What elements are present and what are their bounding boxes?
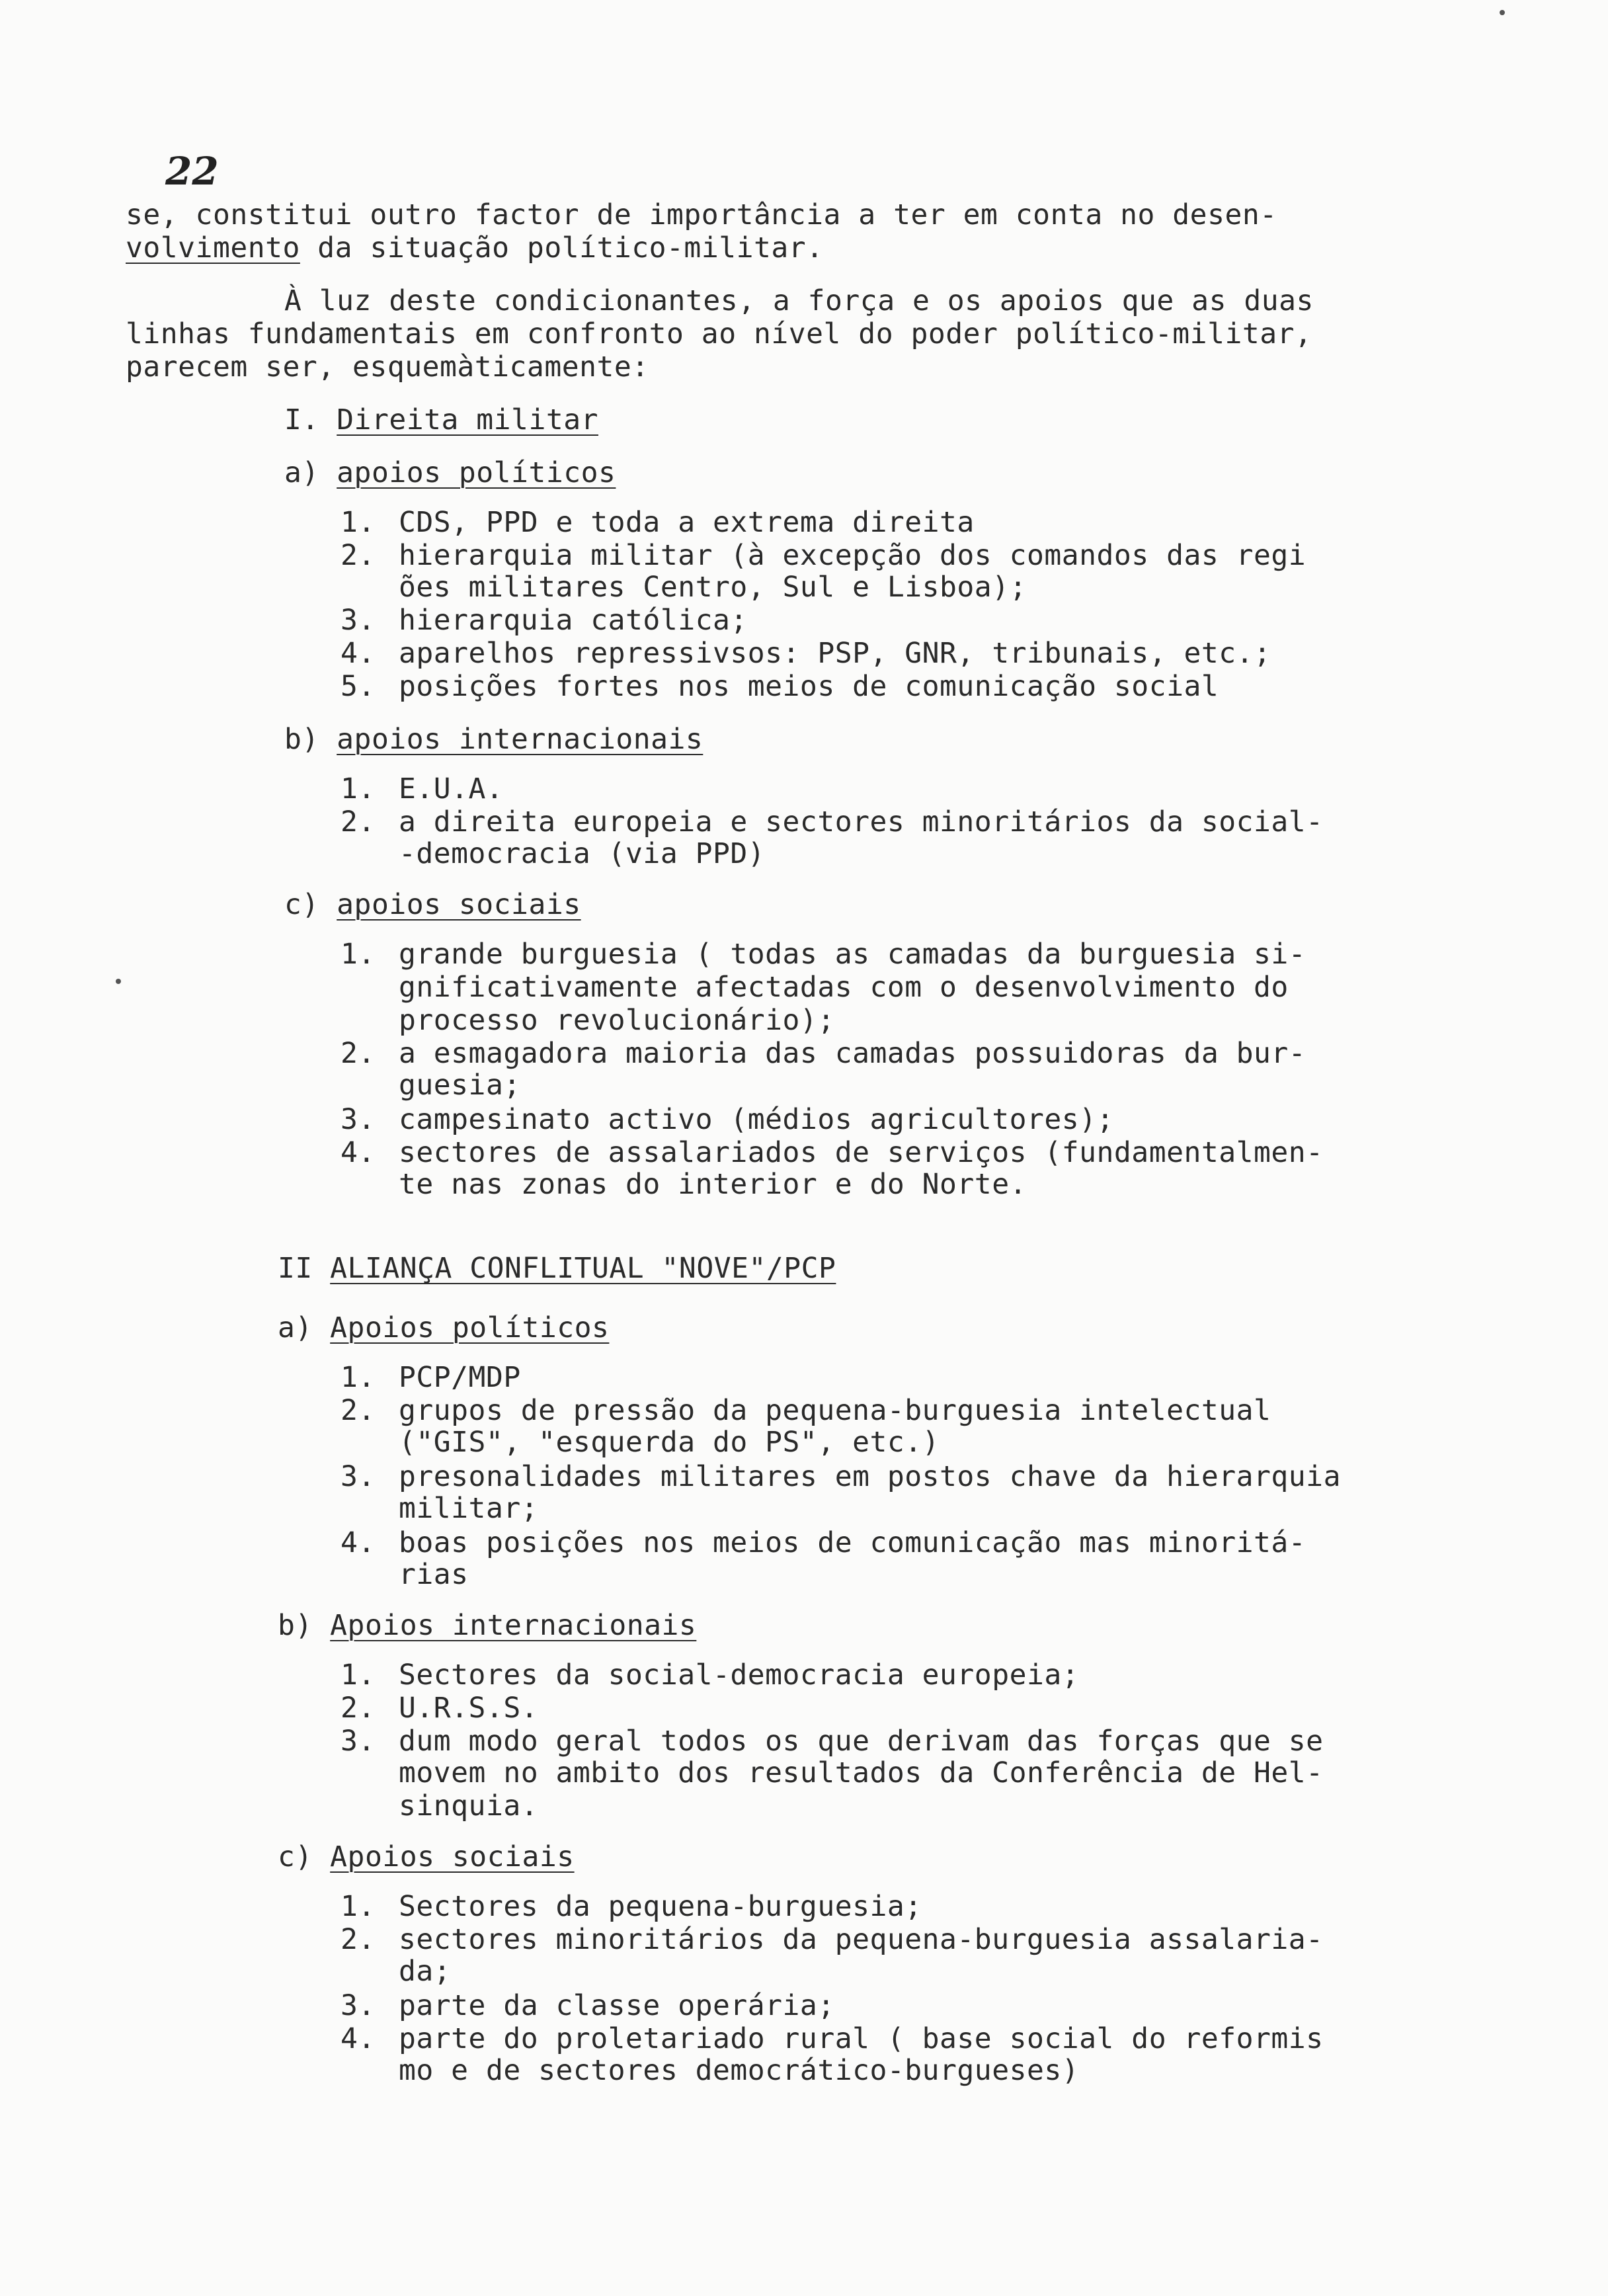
list-item: 4. boas posições nos meios de comunicação mas minoritá-	[341, 1526, 1306, 1559]
list-item: 1. Sectores da pequena-burguesia;	[341, 1890, 922, 1923]
list-item: 2. grupos de pressão da pequena-burguesia intelectual	[341, 1394, 1271, 1427]
intro-line-2-rest: da situação político-militar.	[300, 231, 824, 265]
list-item: 4. aparelhos repressivsos: PSP, GNR, tribunais, etc.;	[341, 637, 1271, 670]
section-1c-title: apoios sociais	[337, 888, 581, 921]
paragraph-line-1: À luz deste condicionantes, a força e os apoios que as duas	[284, 284, 1314, 317]
scan-speck	[116, 979, 121, 984]
section-2a-letter: a)	[278, 1311, 313, 1344]
page-number: 22	[165, 149, 219, 194]
intro-line-2	[126, 231, 824, 265]
list-item-continuation: da;	[399, 1955, 452, 1988]
list-item-continuation: processo revolucionário);	[399, 1004, 835, 1037]
list-item-continuation: te nas zonas do interior e do Norte.	[399, 1168, 1027, 1201]
section-1c-heading	[284, 888, 581, 921]
list-item: 3. dum modo geral todos os que derivam das forças que se	[341, 1725, 1324, 1758]
list-item: 3. campesinato activo (médios agricultores);	[341, 1103, 1114, 1136]
section-2-number: II	[278, 1252, 313, 1285]
section-1-title: Direita militar	[337, 403, 598, 436]
list-item: 1. CDS, PPD e toda a extrema direita	[341, 506, 975, 539]
list-item: 3. hierarquia católica;	[341, 604, 748, 637]
list-item: 3. presonalidades militares em postos chave da hierarquia	[341, 1460, 1341, 1493]
section-2-title: ALIANÇA CONFLITUAL "NOVE"/PCP	[330, 1252, 836, 1285]
section-1b-heading	[284, 723, 703, 756]
list-item: 2. U.R.S.S.	[341, 1692, 539, 1725]
section-1a-heading	[284, 456, 616, 489]
list-item: 2. hierarquia militar (à excepção dos comandos das regi	[341, 539, 1306, 572]
list-item: 2. a esmagadora maioria das camadas possuidoras da bur-	[341, 1037, 1306, 1070]
list-item: 1. PCP/MDP	[341, 1361, 521, 1394]
intro-line-1: se, constitui outro factor de importância a ter em conta no desen-	[126, 198, 1277, 231]
section-2-heading	[278, 1252, 836, 1285]
section-1a-title: apoios políticos	[337, 456, 616, 489]
list-item: 3. parte da classe operária;	[341, 1989, 835, 2022]
list-item: 5. posições fortes nos meios de comunicação social	[341, 670, 1219, 703]
list-item-continuation: gnificativamente afectadas com o desenvolvimento do	[399, 971, 1289, 1004]
list-item-continuation: sinquia.	[399, 1789, 539, 1823]
section-2b-letter: b)	[278, 1609, 313, 1642]
section-2c-heading	[278, 1840, 575, 1873]
section-1-heading	[284, 403, 598, 436]
list-item-continuation: movem no ambito dos resultados da Conferência de Hel-	[399, 1756, 1324, 1789]
list-item-continuation: ões militares Centro, Sul e Lisboa);	[399, 571, 1027, 604]
list-item: 1. E.U.A.	[341, 772, 504, 805]
list-item-continuation: rias	[399, 1558, 469, 1591]
intro-underlined-word: volvimento	[126, 231, 300, 265]
section-2a-title: Apoios políticos	[330, 1311, 610, 1344]
section-1b-letter: b)	[284, 723, 319, 756]
section-1-number: I.	[284, 403, 319, 436]
section-2c-title: Apoios sociais	[330, 1840, 575, 1873]
list-item-continuation: -democracia (via PPD)	[399, 837, 766, 870]
list-item: 1. grande burguesia ( todas as camadas da burguesia si-	[341, 938, 1306, 971]
section-2c-letter: c)	[278, 1840, 313, 1873]
section-1c-letter: c)	[284, 888, 319, 921]
list-item-continuation: ("GIS", "esquerda do PS", etc.)	[399, 1426, 940, 1459]
section-2b-title: Apoios internacionais	[330, 1609, 697, 1642]
paragraph-line-2: linhas fundamentais em confronto ao nível do poder político-militar,	[126, 317, 1312, 350]
paragraph-line-3: parecem ser, esquemàticamente:	[126, 350, 649, 384]
list-item: 4. sectores de assalariados de serviços (fundamentalmen-	[341, 1136, 1324, 1169]
section-2b-heading	[278, 1609, 696, 1642]
list-item-continuation: mo e de sectores democrático-burgueses)	[399, 2054, 1080, 2087]
scan-speck	[1500, 10, 1505, 15]
list-item-continuation: militar;	[399, 1492, 539, 1525]
list-item: 4. parte do proletariado rural ( base social do reformis	[341, 2022, 1324, 2055]
list-item: 2. sectores minoritários da pequena-burguesia assalaria-	[341, 1923, 1324, 1956]
list-item: 1. Sectores da social-democracia europeia;	[341, 1659, 1080, 1692]
section-1a-letter: a)	[284, 456, 319, 489]
section-1b-title: apoios internacionais	[337, 723, 704, 756]
list-item: 2. a direita europeia e sectores minoritários da social-	[341, 805, 1324, 839]
section-2a-heading	[278, 1311, 609, 1344]
list-item-continuation: guesia;	[399, 1069, 521, 1102]
